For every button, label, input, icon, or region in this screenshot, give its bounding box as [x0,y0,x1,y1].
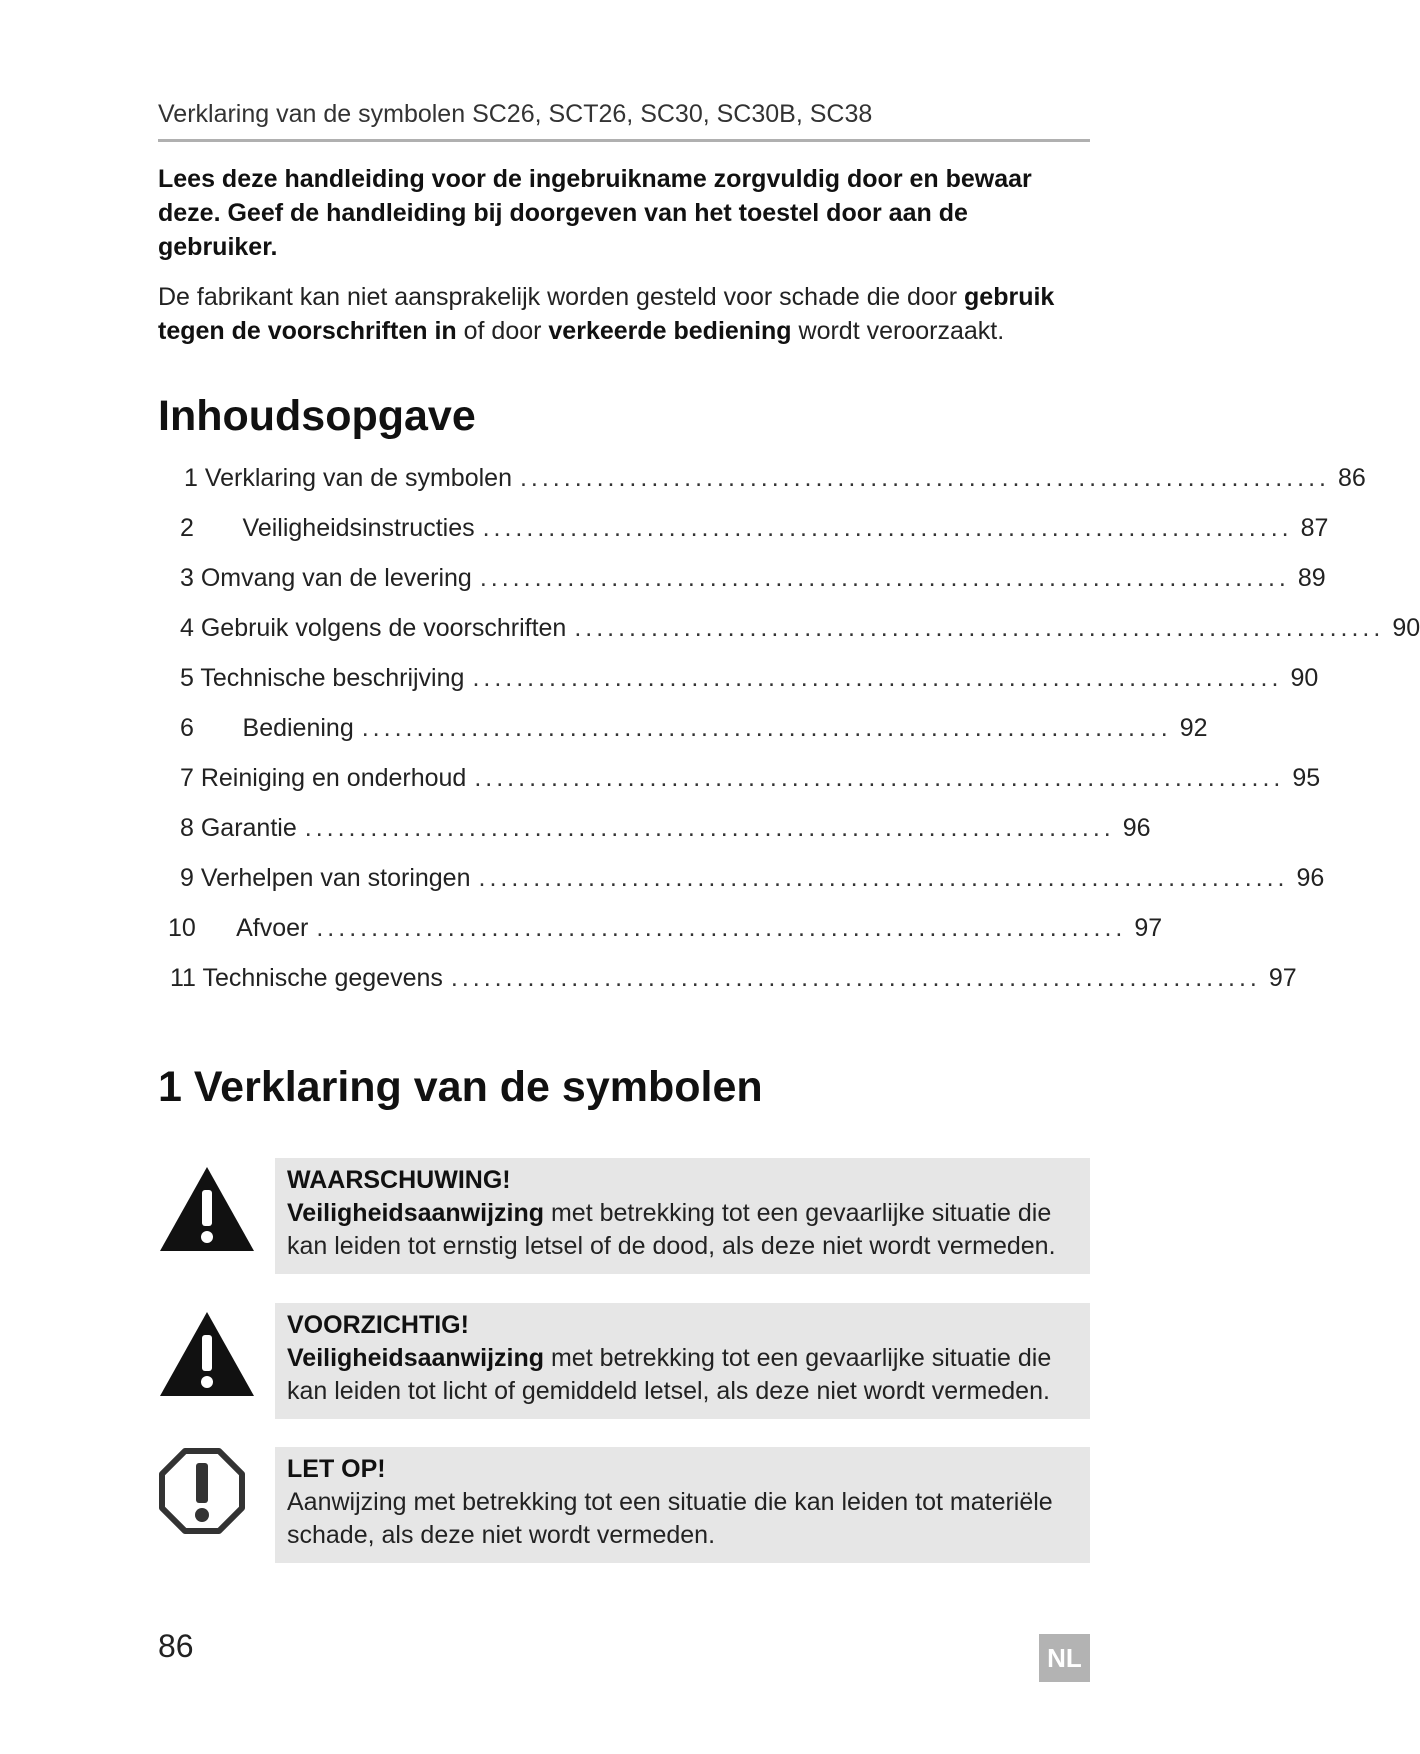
toc-leader-dots: .......................................................................... [519,463,1330,492]
toc-entry-label: 7 Reiniging en onderhoud [180,763,467,792]
toc-leader-dots: .......................................................................... [316,913,1127,942]
toc-entry-label: 8 Garantie [180,813,297,842]
toc-leader-dots: .......................................................................... [479,563,1290,592]
warning-notice [158,1158,1090,1274]
notice-body [287,1486,1078,1552]
liability-emphasis-1: gebruik tegen de voorschriften in [158,283,1055,345]
notice-text: met betrekking tot een gevaarlijke situatie die kan leiden tot ernstig letsel of de dood, als deze niet wordt vermeden. [287,1199,1056,1260]
toc-entry-label: 4 Gebruik volgens de voorschriften [180,613,567,642]
notice-heading: VOORZICHTIG! [287,1311,469,1339]
page-number: 86 [158,1628,194,1664]
toc-entry-label: 2 Veiligheidsinstructies [180,513,475,542]
liability-text-1: De fabrikant kan niet aansprakelijk worden gesteld voor schade die door [158,283,965,311]
toc-entry-page: 86 [1337,463,1366,492]
toc-entry-label: 1 Verklaring van de symbolen [184,463,512,492]
toc-entry-label: 10 Afvoer [168,913,309,942]
toc-entry[interactable] [180,808,1151,848]
toc-leader-dots: .......................................................................... [304,813,1115,842]
toc-entry-page: 92 [1179,713,1208,742]
toc-entry[interactable] [180,708,1208,748]
notice-heading: WAARSCHUWING! [287,1166,511,1194]
toc-entry[interactable] [168,908,1163,948]
notice-octagon-icon [158,1447,246,1535]
notice-text: met betrekking tot een gevaarlijke situatie die kan leiden tot licht of gemiddeld letsel, als deze niet wordt vermeden. [287,1344,1052,1405]
caution-triangle-icon [158,1309,256,1399]
language-badge: NL [1039,1634,1090,1682]
toc-entry[interactable] [180,508,1329,548]
intro-line-3: gebruiker. [158,233,278,261]
liability-emphasis-2: verkeerde bediening [548,317,792,345]
toc-entry-label: 11 Technische gegevens [170,963,443,992]
caution-notice [158,1303,1090,1419]
notice-notice [158,1447,1090,1563]
notice-heading: LET OP! [287,1455,386,1483]
toc-entry-page: 89 [1297,563,1326,592]
toc-entry-label: 5 Technische beschrijving [180,663,465,692]
toc-title: Inhoudsopgave [158,392,476,440]
toc-entry-page: 97 [1268,963,1297,992]
toc-entry[interactable] [170,958,1297,998]
toc-entry-label: 3 Omvang van de levering [180,563,472,592]
toc-entry[interactable] [180,658,1319,698]
toc-entry[interactable] [180,608,1420,648]
liability-statement [158,280,1098,348]
toc-entry[interactable] [180,858,1325,898]
toc-leader-dots: .......................................................................... [574,613,1385,642]
notice-body [287,1342,1078,1408]
toc-entry[interactable] [180,558,1326,598]
toc-leader-dots: .......................................................................... [482,513,1293,542]
toc-entry-label: 6 Bediening [180,713,354,742]
toc-entry-page: 90 [1392,613,1420,642]
toc-leader-dots: .......................................................................... [450,963,1261,992]
notice-emphasis: Veiligheidsaanwijzing [287,1199,545,1227]
warning-triangle-icon [158,1164,256,1254]
toc-entry[interactable] [184,458,1366,498]
toc-entry-page: 96 [1122,813,1151,842]
notice-body [287,1197,1078,1263]
toc-leader-dots: .......................................................................... [361,713,1172,742]
liability-text-3: wordt veroorzaakt. [791,317,1005,345]
notice-emphasis: Veiligheidsaanwijzing [287,1344,545,1372]
toc-entry-page: 97 [1134,913,1163,942]
toc-entry[interactable] [180,758,1321,798]
notice-text: Aanwijzing met betrekking tot een situatie die kan leiden tot materiële schade, als deze niet wordt vermeden. [287,1488,1053,1549]
notice-box [275,1447,1090,1563]
running-header: Verklaring van de symbolen SC26, SCT26, SC30, SC30B, SC38 [158,100,1090,142]
toc-entry-page: 96 [1296,863,1325,892]
warning-box [275,1158,1090,1274]
toc-entry-page: 87 [1300,513,1329,542]
toc-leader-dots: .......................................................................... [478,863,1289,892]
caution-box [275,1303,1090,1419]
toc-entry-page: 95 [1292,763,1321,792]
intro-instruction [158,162,1098,264]
liability-text-2: of door [456,317,549,345]
toc-entry-page: 90 [1290,663,1319,692]
toc-leader-dots: .......................................................................... [472,663,1283,692]
toc-leader-dots: .......................................................................... [474,763,1285,792]
intro-line-1: Lees deze handleiding voor de ingebruikname zorgvuldig door en bewaar [158,165,1032,193]
intro-line-2: deze. Geef de handleiding bij doorgeven van het toestel door aan de [158,199,968,227]
section-title: 1 Verklaring van de symbolen [158,1063,763,1111]
toc-entry-label: 9 Verhelpen van storingen [180,863,471,892]
